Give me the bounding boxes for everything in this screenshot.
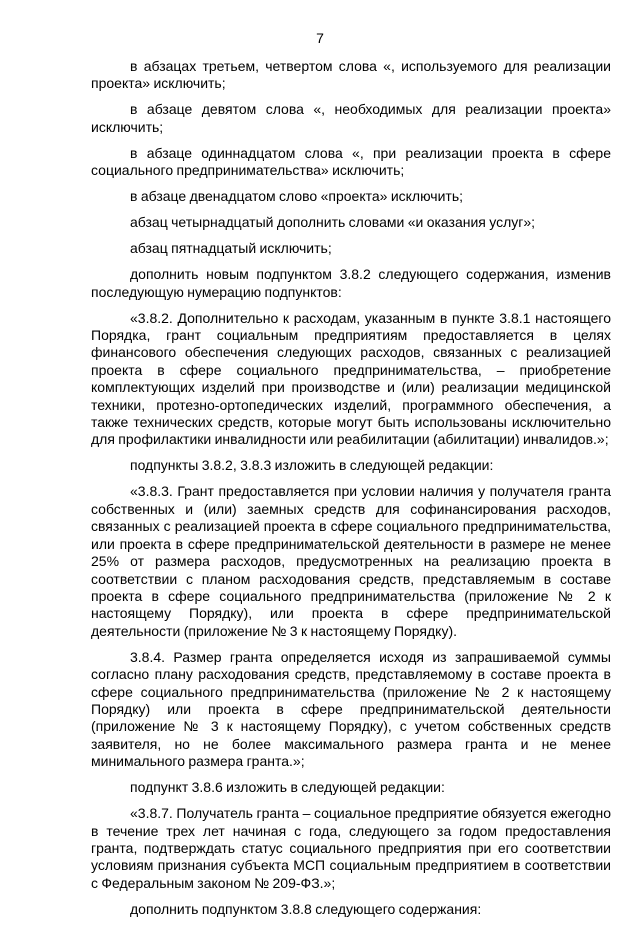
document-body [91, 58, 611, 927]
paragraph-7: дополнить новым подпунктом 3.8.2 следующего содержания, изменив последующую нумерацию подпунктов: [91, 266, 611, 300]
paragraph-8: «3.8.2. Дополнительно к расходам, указанным в пункте 3.8.1 настоящего Порядка, грант социальным предприятиям предоставляется в целях финансового обеспечения следующих расходов, связанных с реализацией проекта в сфере социального предпринимательства, – приобретение комплектующих изделий при производстве и (или) реализации медицинской техники, протезно-ортопедических изделий, программного обеспечения, а также технических средств, которые могут быть использованы исключительно для профилактики инвалидности или реабилитации (абилитации) инвалидов.»; [91, 309, 611, 448]
paragraph-6: абзац пятнадцатый исключить; [130, 240, 332, 257]
paragraph-1: в абзацах третьем, четвертом слова «, используемого для реализации проекта» исключить; [91, 58, 611, 92]
paragraph-10: «3.8.3. Грант предоставляется при условии наличия у получателя гранта собственных и (или) заемных средств для софинансирования расходов, связанных с реализацией проекта в сфере социального предпринимательства, или проекта в сфере предпринимательской деятельности в размере не менее 25% от размера расходов, предусмотренных на реализацию проекта в соответствии с планом расходования средств, представляемым в составе проекта в сфере социального предпринимательства (приложение № 2 к настоящему Порядку), или проекта в сфере предпринимательской деятельности (приложение № 3 к настоящему Порядку). [91, 483, 611, 639]
paragraph-2: в абзаце девятом слова «, необходимых для реализации проекта» исключить; [91, 101, 611, 135]
paragraph-13: «3.8.7. Получатель гранта – социальное предприятие обязуется ежегодно в течение трех лет начиная с года, следующего за годом предоставления гранта, подтверждать статус социального предприятия при его соответствии условиям признания субъекта МСП социальным предприятием в соответствии с Федеральным законом № 209-ФЗ.»; [91, 805, 611, 891]
paragraph-12: подпункт 3.8.6 изложить в следующей редакции: [130, 779, 445, 796]
page-number: 7 [316, 30, 324, 46]
paragraph-11: 3.8.4. Размер гранта определяется исходя из запрашиваемой суммы согласно плану расходования средств, представляемому в составе проекта в сфере социального предпринимательства (приложение № 2 к настоящему Порядку) или проекта в сфере предпринимательской деятельности (приложение № 3 к настоящему Порядку), с учетом собственных средств заявителя, но не более максимального размера гранта и не менее минимального размера гранта.»; [91, 648, 611, 770]
paragraph-9: подпункты 3.8.2, 3.8.3 изложить в следующей редакции: [130, 457, 494, 474]
paragraph-4: в абзаце двенадцатом слово «проекта» исключить; [130, 188, 464, 205]
paragraph-3: в абзаце одиннадцатом слова «, при реализации проекта в сфере социального предпринимательства» исключить; [91, 144, 611, 179]
paragraph-5: абзац четырнадцатый дополнить словами «и оказания услуг»; [130, 214, 536, 231]
paragraph-14: дополнить подпунктом 3.8.8 следующего содержания: [130, 900, 482, 917]
